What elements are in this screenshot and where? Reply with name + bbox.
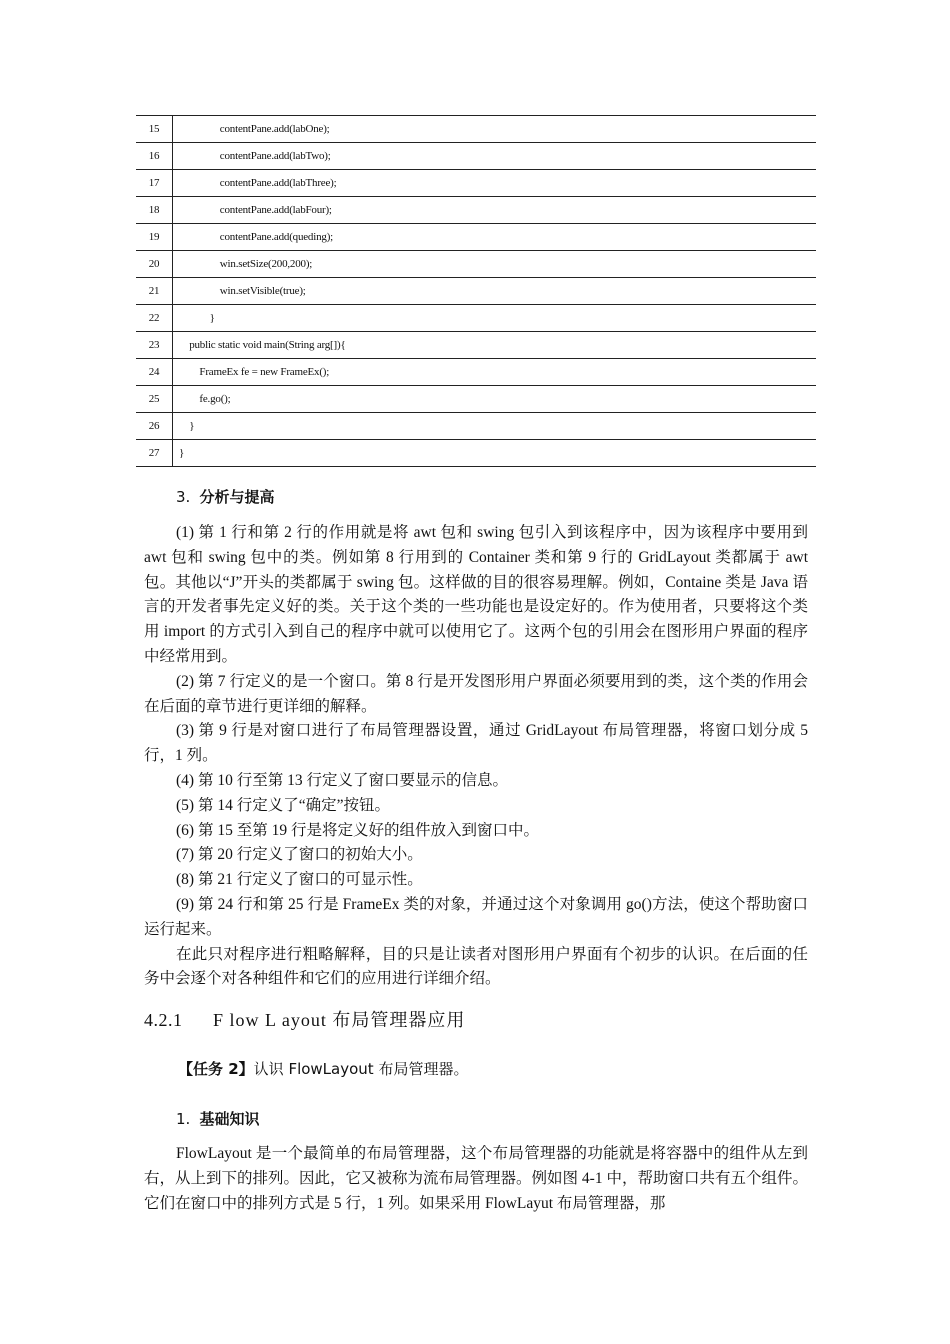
line-number: 22: [136, 305, 173, 332]
line-number: 19: [136, 224, 173, 251]
line-number: 15: [136, 116, 173, 143]
paragraph: FlowLayout 是一个最简单的布局管理器，这个布局管理器的功能就是将容器中的组件从左到右，从上到下的排列。因此，它又被称为流布局管理器。例如图 4-1 中，帮助窗口共有五个组件。它们在窗口中的排列方式是 5 行，1 列。如果采用 FlowLayut 布局管理器，那: [144, 1145, 808, 1212]
section-number: 1.: [176, 1110, 191, 1128]
code-line: }: [173, 440, 817, 467]
task-heading: [178, 1058, 468, 1079]
section-heading-analysis: [176, 486, 275, 507]
paragraph: (1) 第 1 行和第 2 行的作用就是将 awt 包和 swing 包引入到该程序中，因为该程序中要用到 awt 包和 swing 包中的类。例如第 8 行用到的 Container 类和第 9 行的 GridLayout 类都属于 awt 包。其他以“J”开头的类都属于 swing 包。这样做的目的很容易理解。例如，Containe 类是 Java 语言的开发者事先定义好的类。关于这个类的一些功能也是设定好的。作为使用者，只要将这个类用 import 的方式引入到自己的程序中就可以使用它了。这两个包的引用会在图形用户界面的程序中经常用到。: [144, 524, 808, 665]
code-line: win.setSize(200,200);: [173, 251, 817, 278]
paragraph: (3) 第 9 行是对窗口进行了布局管理器设置，通过 GridLayout 布局管理器，将窗口划分成 5 行，1 列。: [144, 722, 808, 765]
paragraph: (6) 第 15 至第 19 行是将定义好的组件放入到窗口中。: [176, 821, 539, 839]
paragraph: (8) 第 21 行定义了窗口的可显示性。: [176, 871, 423, 889]
paragraph: (4) 第 10 行至第 13 行定义了窗口要显示的信息。: [176, 771, 508, 789]
code-line: contentPane.add(labOne);: [173, 116, 817, 143]
subsection-heading: [144, 1006, 465, 1032]
code-line: contentPane.add(labTwo);: [173, 143, 817, 170]
basics-body: [144, 1142, 808, 1216]
code-row: [136, 359, 816, 386]
paragraph: (9) 第 24 行和第 25 行是 FrameEx 类的对象，并通过这个对象调用 go()方法，使这个帮助窗口运行起来。: [144, 895, 808, 938]
line-number: 25: [136, 386, 173, 413]
line-number: 21: [136, 278, 173, 305]
line-number: 16: [136, 143, 173, 170]
code-row: [136, 251, 816, 278]
line-number: 24: [136, 359, 173, 386]
subsection-title: F low L ayout 布局管理器应用: [213, 1010, 466, 1030]
code-line: contentPane.add(queding);: [173, 224, 817, 251]
subsection-number: 4.2.1: [144, 1010, 183, 1030]
line-number: 20: [136, 251, 173, 278]
code-line: public static void main(String arg[]){: [173, 332, 817, 359]
code-row: [136, 116, 816, 143]
code-line: FrameEx fe = new FrameEx();: [173, 359, 817, 386]
code-line: }: [173, 413, 817, 440]
code-row: [136, 413, 816, 440]
code-row: [136, 224, 816, 251]
line-number: 23: [136, 332, 173, 359]
line-number: 27: [136, 440, 173, 467]
code-listing-table: [136, 115, 816, 467]
code-line: }: [173, 305, 817, 332]
paragraph: (5) 第 14 行定义了“确定”按钮。: [176, 796, 390, 814]
task-label: 【任务 2】: [178, 1060, 254, 1078]
section-title: 基础知识: [199, 1110, 260, 1128]
code-row: [136, 170, 816, 197]
code-row: [136, 386, 816, 413]
code-row: [136, 143, 816, 170]
code-row: [136, 197, 816, 224]
paragraph: 在此只对程序进行粗略解释，目的只是让读者对图形用户界面有个初步的认识。在后面的任务中会逐个对各种组件和它们的应用进行详细介绍。: [144, 945, 808, 988]
section-number: 3.: [176, 488, 191, 506]
section-heading-basics: [176, 1108, 260, 1129]
task-text: 认识 FlowLayout 布局管理器。: [253, 1060, 469, 1078]
code-line: contentPane.add(labFour);: [173, 197, 817, 224]
section-title: 分析与提高: [199, 488, 275, 506]
code-line: win.setVisible(true);: [173, 278, 817, 305]
paragraph: (7) 第 20 行定义了窗口的初始大小。: [176, 846, 423, 864]
line-number: 18: [136, 197, 173, 224]
code-row: [136, 332, 816, 359]
code-row: [136, 440, 816, 467]
analysis-body: [144, 521, 808, 992]
code-line: contentPane.add(labThree);: [173, 170, 817, 197]
code-row: [136, 278, 816, 305]
code-row: [136, 305, 816, 332]
code-line: fe.go();: [173, 386, 817, 413]
paragraph: (2) 第 7 行定义的是一个窗口。第 8 行是开发图形用户界面必须要用到的类，这个类的作用会在后面的章节进行更详细的解释。: [144, 672, 808, 715]
line-number: 26: [136, 413, 173, 440]
line-number: 17: [136, 170, 173, 197]
